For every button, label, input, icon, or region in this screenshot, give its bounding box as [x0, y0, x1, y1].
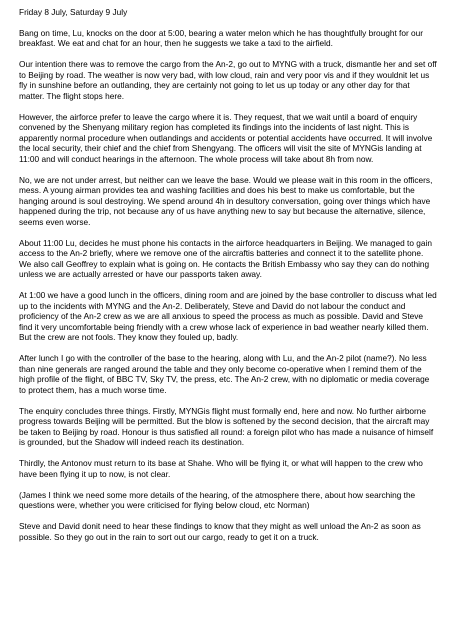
paragraph-phone-contacts: About 11:00 Lu, decides he must phone his contacts in the airforce headquarters in Beijing. We managed to gain access to the An-2 briefly, where we remove one of the aircraftis batteries and connect it to the satellite phone. We also call Geoffrey to explain what is going on. He contacts the British Embassy who say they can do nothing unless we are actually arrested or have our passports taken away. — [19, 237, 432, 279]
paragraph-hearing: After lunch I go with the controller of the base to the hearing, along with Lu, and the An-2 pilot (name?). No less than nine generals are ranged around the table and they only become co-operative when I remind them of the high profile of the flight, of BBC TV, Sky TV, the press, etc. The An-2 crew, with no diplomatic or media coverage to protect them, has a much worse time. — [19, 353, 430, 395]
paragraph-enquiry-conclusions: The enquiry concludes three things. Firstly, MYNGis flight must formally end, here and now. No further airborne progress towards Beijing will be permitted. But the blow is softened by the second decision, that the aircraft may be taken to Beijing by road. Honour is thus satisfied all round: a foreign pilot who has made a nuisance of himself is grounded, but the Shadow will indeed reach its destination. — [19, 405, 434, 447]
paragraph-arrival: Bang on time, Lu, knocks on the door at 5:00, bearing a water melon which he has thoughtfully brought for our breakfast. We eat and chat for an hour, then he suggests we take a taxi to the airfield. — [19, 27, 424, 48]
paragraph-intention: Our intention there was to remove the cargo from the An-2, go out to MYNG with a truck, dismantle her and set off to Beijing by road. The weather is now very bad, with low cloud, rain and very poor vis and if they wouldnit let us fly in sunshine before an outlanding, they are certainly not going to let us up today or any other day for that matter. The flight stops here. — [19, 59, 437, 101]
paragraph-airforce-request: However, the airforce prefer to leave the cargo where it is. They request, that we wait until a board of enquiry convened by the Shenyang military region has completed its findings into the incidents of last night. This is apparently normal procedure when outlandings and accidents or potential accidents have occurred. It will involve the local security, their chief and the chief from Shengyang. The officers will visit the site of MYNGis landing at 11:00 and will conduct hearings in the afternoon. The whole process will take about 8h from now. — [19, 111, 433, 164]
paragraph-lunch: At 1:00 we have a good lunch in the officers, dining room and are joined by the base controller to discuss what led up to the incidents with MYNG and the An-2. Deliberately, Steve and David do not labour the conduct and proficiency of the An-2 crew as we are all anxious to speed the process as much as possible. David and Steve find it very uncomfortable being friendly with a crew whose lack of experience in bad weather nearly killed them. But the crew are not fools. They know they fouled up, badly. — [19, 290, 437, 342]
paragraph-waiting: No, we are not under arrest, but neither can we leave the base. Would we please wait in this room in the officers, mess. A young airman provides tea and washing facilities and does his best to make us comfortable, but the hanging around is soul destroying. We spend around 4h in desultory conversation, going over things which have happened during the trip, not because any of us have anything new to say but because the alternative, silence, seems even worse. — [19, 174, 433, 227]
paragraph-editor-note: (James I think we need some more details of the hearing, of the atmosphere there, about how searching the questions were, whether you were criticised for flying below cloud, etc Norman) — [19, 489, 416, 510]
paragraph-antonov-return: Thirdly, the Antonov must return to its base at Shahe. Who will be flying it, or what will happen to the crew who have been flying it up to now, is not clear. — [19, 458, 423, 479]
paragraph-unload-cargo: Steve and David donit need to hear these findings to know that they might as well unload the An-2 as soon as possible. So they go out in the rain to sort out our cargo, ready to get it on a truck. — [19, 521, 421, 542]
document-page — [19, 7, 437, 553]
document-heading: Friday 8 July, Saturday 9 July — [19, 7, 128, 17]
